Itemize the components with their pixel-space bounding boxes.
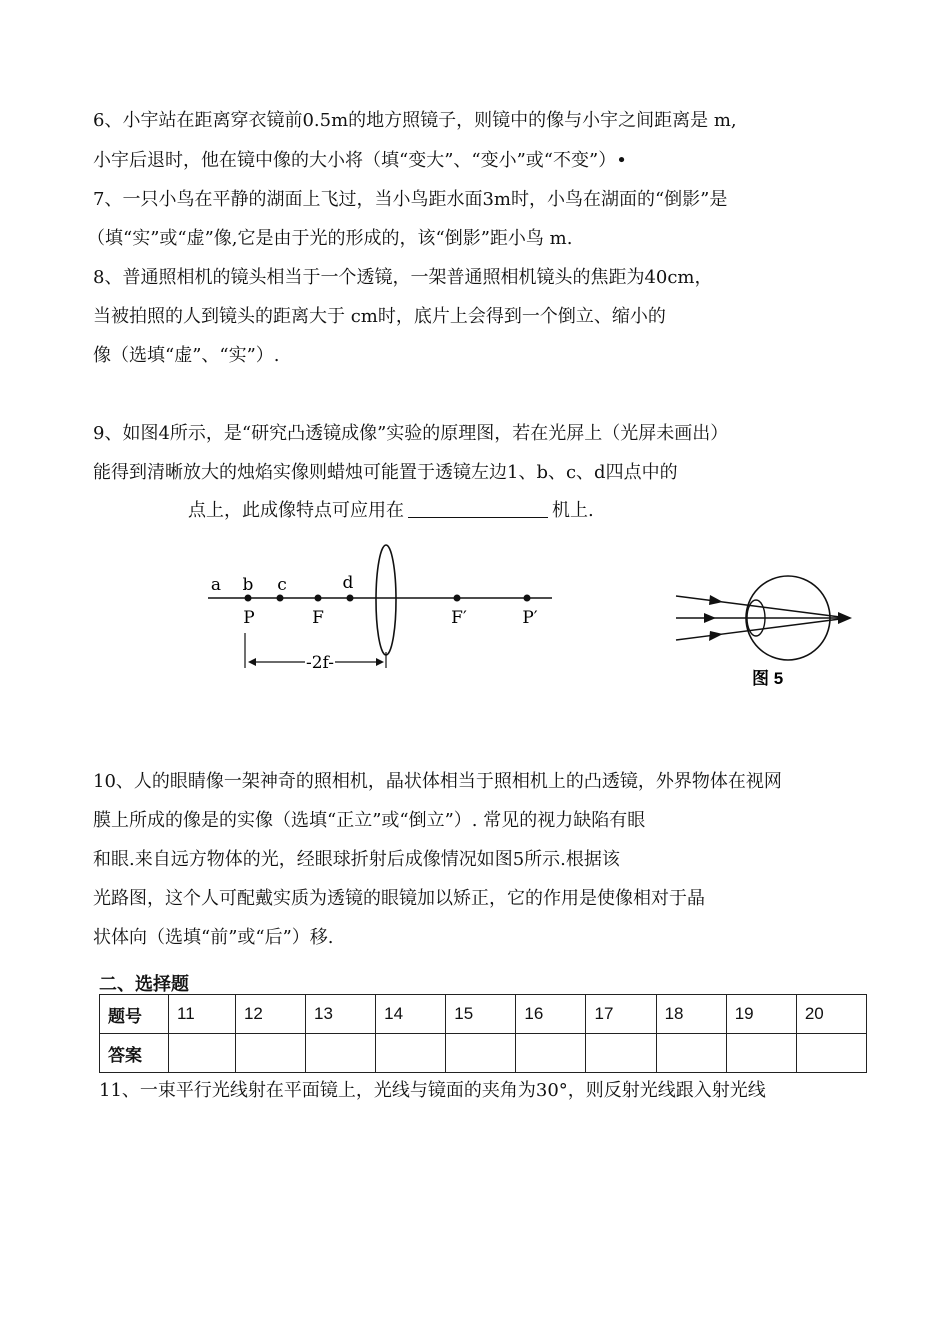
figure4-lens-diagram: [200, 540, 560, 680]
table-answer-cell[interactable]: [306, 1034, 376, 1073]
table-answer-cell[interactable]: [586, 1034, 656, 1073]
focus-arrow: [838, 612, 852, 624]
label-P-prime: P′: [522, 608, 538, 628]
table-number-cell: 19: [726, 995, 796, 1034]
table-number-cell: 13: [306, 995, 376, 1034]
ray-bottom: [676, 618, 848, 640]
q8-line3: 像（选填“虚”、“实”）.: [93, 345, 280, 366]
label-P: P: [243, 608, 255, 628]
dim-arrow-left: [248, 658, 256, 666]
table-answer-cell[interactable]: [376, 1034, 446, 1073]
label-F-prime: F′: [451, 608, 467, 628]
q10-line2: 膜上所成的像是的实像（选填“正立”或“倒立”）. 常见的视力缺陷有眼: [93, 810, 646, 831]
point-P-prime-dot: [524, 595, 531, 602]
point-b-dot: [245, 595, 252, 602]
table-answer-cell[interactable]: [796, 1034, 866, 1073]
q10-line3: 和眼.来自远方物体的光，经眼球折射后成像情况如图5所示.根据该: [93, 849, 620, 870]
table-answer-cell[interactable]: [169, 1034, 236, 1073]
q7-line2: （填“实”或“虚”像,它是由于光的形成的，该“倒影”距小鸟 m.: [87, 228, 573, 249]
table-number-cell: 17: [586, 995, 656, 1034]
q7-line1: 7、一只小鸟在平静的湖面上飞过，当小鸟距水面3m时，小鸟在湖面的“倒影”是: [93, 189, 728, 210]
point-F-prime-dot: [454, 595, 461, 602]
q10-line4: 光路图，这个人可配戴实质为透镜的眼镜加以矫正，它的作用是使像相对于晶: [93, 888, 705, 909]
q10-line5: 状体向（选填“前”或“后”）移.: [93, 927, 334, 948]
q8-line2: 当被拍照的人到镜头的距离大于 cm时，底片上会得到一个倒立、缩小的: [93, 306, 666, 327]
ray-bottom-arrow: [709, 631, 723, 641]
figure5-caption: 图 5: [752, 669, 784, 688]
table-number-cell: 14: [376, 995, 446, 1034]
ray-top: [676, 596, 848, 618]
table-row-answers: [100, 1034, 867, 1073]
q6-line1: 6、小宇站在距离穿衣镜前0.5m的地方照镜子，则镜中的像与小宇之间距离是 m,: [93, 110, 737, 131]
table-number-cell: 15: [446, 995, 516, 1034]
table-answer-cell[interactable]: [516, 1034, 586, 1073]
figure5-eye-diagram: [668, 570, 868, 695]
ray-top-arrow: [709, 595, 723, 605]
table-label-number: 题号: [100, 995, 169, 1034]
label-b: b: [242, 575, 254, 595]
q8-line1: 8、普通照相机的镜头相当于一个透镜，一架普通照相机镜头的焦距为40cm，: [93, 267, 713, 288]
table-answer-cell[interactable]: [446, 1034, 516, 1073]
q9-line3-post: 机上.: [552, 500, 594, 521]
q9-line3-pre: 点上，此成像特点可应用在: [188, 500, 404, 521]
ray-middle-arrow: [704, 613, 716, 623]
table-number-cell: 12: [235, 995, 305, 1034]
table-answer-cell[interactable]: [235, 1034, 305, 1073]
table-number-cell: 16: [516, 995, 586, 1034]
section2-heading: 二、选择题: [99, 974, 189, 995]
point-c-dot: [277, 595, 284, 602]
dim-label-2f: -2f-: [306, 653, 334, 673]
q11-line1: 11、一束平行光线射在平面镜上，光线与镜面的夹角为30°，则反射光线跟入射光线: [99, 1080, 766, 1101]
q9-answer-blank: [408, 499, 548, 518]
table-answer-cell[interactable]: [656, 1034, 726, 1073]
label-c: c: [277, 575, 287, 595]
label-F: F: [312, 608, 324, 628]
table-number-cell: 11: [169, 995, 236, 1034]
label-d: d: [342, 573, 354, 593]
q9-line3: [188, 499, 594, 522]
table-label-answer: 答案: [100, 1034, 169, 1073]
table-answer-cell[interactable]: [726, 1034, 796, 1073]
table-number-cell: 20: [796, 995, 866, 1034]
q9-line1: 9、如图4所示，是“研究凸透镜成像”实验的原理图，若在光屏上（光屏未画出）: [93, 423, 729, 444]
label-a: a: [210, 575, 222, 595]
point-d-dot: [347, 595, 354, 602]
point-F-dot: [315, 595, 322, 602]
answer-table: [99, 994, 867, 1073]
q6-line2: 小宇后退时，他在镜中像的大小将（填“变大”、“变小”或“不变”）•: [93, 150, 627, 171]
convex-lens: [376, 545, 396, 655]
q9-line2: 能得到清晰放大的烛焰实像则蜡烛可能置于透镜左边1、b、c、d四点中的: [93, 462, 678, 483]
dim-arrow-right: [376, 658, 384, 666]
table-row-numbers: [100, 995, 867, 1034]
q10-line1: 10、人的眼睛像一架神奇的照相机，晶状体相当于照相机上的凸透镜，外界物体在视网: [93, 771, 782, 792]
table-number-cell: 18: [656, 995, 726, 1034]
